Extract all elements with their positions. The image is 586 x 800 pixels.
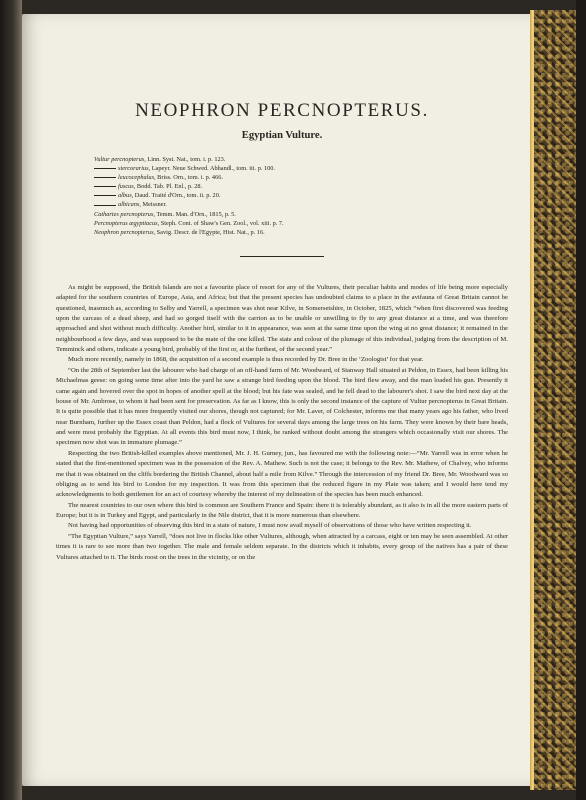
ditto-dash — [94, 168, 116, 169]
synonym-name: albicans — [118, 201, 140, 209]
body-paragraph: Not having had opportunities of observing this bird in a state of nature, I must now avail myself of observations of those who have written respecting it. — [68, 522, 472, 530]
book-cover-edge — [576, 0, 586, 800]
synonym-entry — [94, 228, 508, 237]
species-title: NEOPHRON PERCNOPTERUS. — [135, 100, 429, 121]
synonym-entry — [94, 155, 508, 164]
synonym-entry — [94, 210, 508, 219]
synonym-reference: , Daud. Traité d'Orn., tom. ii. p. 20. — [131, 192, 221, 200]
synonym-reference: , Meissner. — [139, 201, 167, 209]
synonym-reference: , Briss. Orn., tom. i. p. 466. — [154, 174, 223, 182]
synonym-name: albus — [118, 192, 132, 200]
body-text — [56, 283, 508, 563]
synonym-entry — [94, 182, 508, 191]
body-paragraph: Respecting the two British-killed examples above mentioned, Mr. J. H. Gurney, jun., has favoured me with the following note:—“Mr. Yarrell was in error when he stated that the first-mentioned specimen was in the possession of the Rev. A. Mathew. Such is not the case; it belongs to the Rev. Mr. Mathew, of Chalvey, who informs me that it was obtained on the cliffs bordering the British Channel, about half a mile from Kilve.” Through the intercession of my friend Dr. Bree, Mr. Woodward was so obliging as to send his bird to London for my inspection. It was from this specimen that the reduced figure in my Plate was taken; and I would here tend my acknowledgments to both gentlemen for an act of courtesy whereby the interest of my delineation of the species has been much enhanced. — [56, 449, 508, 499]
synonym-entry — [94, 164, 508, 173]
synonym-entry — [94, 191, 508, 200]
ditto-dash — [94, 195, 116, 196]
marbled-endpaper — [534, 10, 576, 790]
synonym-reference: , Savig. Descr. de l'Egypte, Hist. Nat., p. 16. — [153, 228, 265, 236]
synonym-entry — [94, 219, 508, 228]
body-paragraph: Much more recently, namely in 1868, the acquisition of a second example is thus recorded by Dr. Bree in the ‘Zoologist’ for that year. — [68, 356, 424, 364]
synonym-name: Percnopterus ægyptiacus — [94, 219, 158, 227]
page-content — [56, 100, 508, 563]
synonym-entry — [94, 173, 508, 182]
synonym-name: Cathartes percnopterus — [94, 210, 154, 218]
synonym-reference: , Temm. Man. d'Orn., 1815, p. 5. — [153, 210, 236, 218]
synonym-name: fuscus — [118, 183, 134, 191]
body-paragraph: “On the 28th of September last the labourer who had charge of an off-hand farm of Mr. Woodward, of Stanway Hall situated at Peldon, in Essex, had been killing his Michaelmas geese: on going some time after into the yard he saw a strange bird feeding upon the blood. The bird flew away, and the man loaded his gun. Presently it came again and hovered over the spot in hopes of another spell at the blood; but his fate was sealed, and he fell dead to the labourer's shot. I saw the bird next day at the house of Mr. Ambrose, to whom it had been sent for preservation. As far as I know, this is only the second instance of the capture of Vultur percnopterus in Great Britain. It is quite possible that it has more frequently visited our shores, though not captured; for Mr. Laver, of Colchester, informs me that many years ago his father, who lived near Burnham, further up the Essex coast than Peldon, had a flock of Vultures for several days among the large trees on his farm. They were known by their bare heads, and were most probably the Egyptian. At all events this bird must now, I think, be ranked without doubt among the strangers which occasionally visit our shores. The specimen now shot was in immature plumage.” — [56, 366, 508, 447]
body-paragraph: “The Egyptian Vulture,” says Yarrell, “does not live in flocks like other Vultures, although, when attracted by a carcass, eight or ten may be seen assembled. At other times it is rare to see more than two together. The male and female seldom separate. In the districts which it inhabits, every group of the natives has a pair of these Vultures attached to it. The birds roost on the trees in the vicinity, or on the — [56, 532, 508, 561]
synonym-reference: , Linn. Syst. Nat., tom. i. p. 123. — [144, 156, 226, 163]
ditto-dash — [94, 186, 116, 187]
common-name: Egyptian Vulture. — [241, 130, 323, 141]
synonymy-list — [94, 155, 508, 237]
synonym-name: Neophron percnopterus — [94, 228, 154, 236]
synonym-reference: , Lapeyr. Neue Schwed. Abhandl., tom. iii. p. 100. — [148, 165, 276, 173]
synonym-entry — [94, 200, 508, 209]
ditto-dash — [94, 205, 116, 206]
body-paragraph: The nearest countries to our own where this bird is common are Southern France and Spain: there it is tolerably abundant, as it also is in all the more eastern parts of Europe; but it is in Turkey and Egypt, and particularly in the Nile district, that it is more numerous than elsewhere. — [56, 501, 508, 520]
synonym-name: leucocephalus — [118, 174, 155, 182]
ditto-dash — [94, 177, 116, 178]
section-divider — [240, 256, 324, 257]
synonym-reference: , Bodd. Tab. Pl. Enl., p. 28. — [133, 183, 203, 191]
body-paragraph: As might be supposed, the British Islands are not a favourite place of resort for any of the Vultures, their peculiar habits and modes of life being more especially adapted for the southern countries of Europe, Asia, and Africa; but that the present species has undoubted claims to a place in the avifauna of Great Britain cannot be questioned, inasmuch as, according to Selby and Yarrell, a specimen was shot near Kilve, in Somersetshire, in October, 1825, which “when first discovered was feeding upon the carcass of a dead sheep, and had so gorged itself with the carrion as to be unable or unwilling to fly to any great distance at a time, and was therefore approached and shot without much difficulty. Another bird, similar to it in appearance, was seen at the same time upon the wing at no great distance; it remained in the neighbourhood a few days, and was supposed to be the mate of the one killed. The state and colour of the plumage of this individual, judging from the description of M. Temminck and others, indicate a young bird, probably of the first or, at the furthest, of the second year.” — [56, 283, 508, 354]
synonym-reference: , Steph. Cont. of Shaw's Gen. Zool., vol. xiii. p. 7. — [157, 219, 284, 227]
synonym-name: stercorarius — [118, 165, 149, 173]
book-gutter — [0, 0, 22, 800]
synonym-name: Vultur percnopterus — [94, 156, 145, 163]
